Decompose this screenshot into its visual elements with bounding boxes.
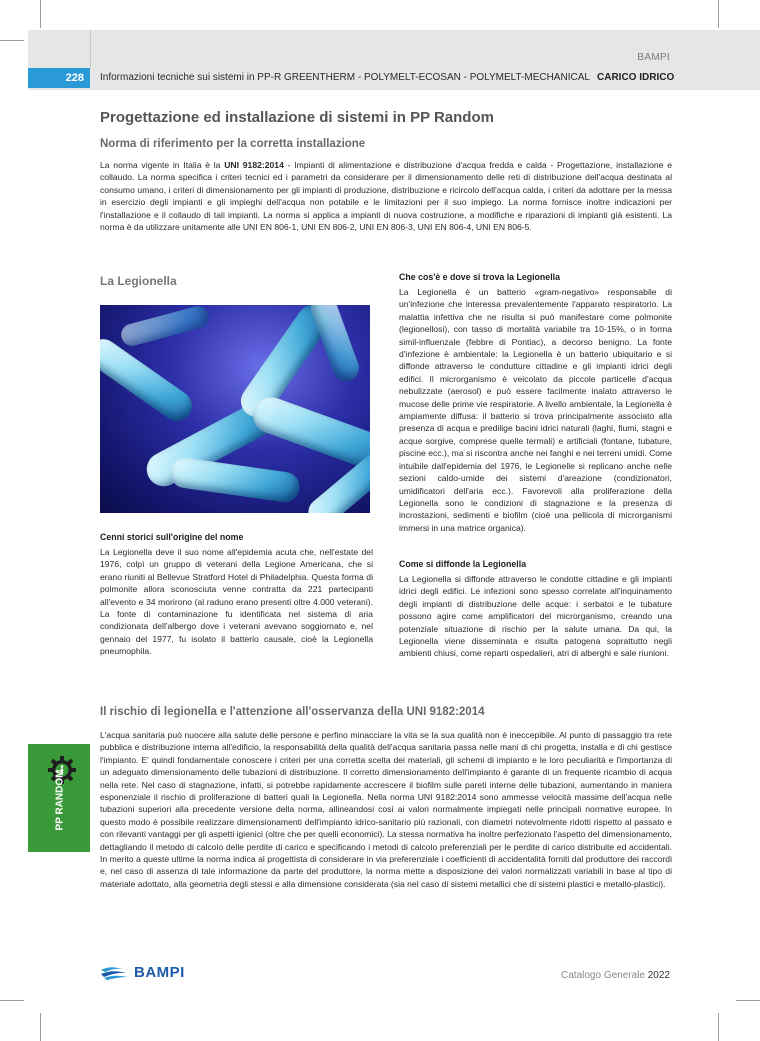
norma-code: UNI 9182:2014: [224, 160, 284, 170]
cenni-heading: Cenni storici sull'origine del nome: [100, 532, 244, 542]
che-paragraph: La Legionella è un batterio «gram-negativo» responsabile di un'infezione che interessa prevalentemente l'apparato respiratorio. La malattia infettiva che ne risulta si può manifestare come polmonite (legionellosi), con tasso di mortalità variabile tra 10-15%, o in forma simil-influenzale (febbre di Pontiac), a decorso benigno. La fonte d'infezione è ambientale: la Legionella è un batterio ubiquitario e si diffonde attraverso le condutture cittadine e gli impianti idrici degli edifici. Il microrganismo è veicolato da piccole particelle d'acqua nebulizzate (aerosol) e può essere facilmente inalato attraverso le mucose delle prime vie respiratorie. A livello ambientale, la Legionella è ampiamente diffusa: il batterio si trova principalmente associato alla presenza di acqua e predilige bacini idrici naturali (laghi, fiumi, stagni e acque sorgive, comprese quelle termali) e artificiali (fontane, tubature, piscine ecc.), ma si riscontra anche nei fanghi e nei terreni umidi. Come intuibile dall'epidemia del 1976, le Legionelle si replicano anche nelle sezioni caldo-umide dei sistemi d'areazione (condizionatori, umidificatori dell'aria ecc.). Favorevoli alla proliferazione della Legionella sono le condizioni di stagnazione e la presenza di incrostazioni, sedimenti e biofilm (cioè una pellicola di microrganismi immersi in una matrice organica).: [399, 287, 672, 533]
bacterium: [100, 333, 198, 426]
header-title: Informazioni tecniche sui sistemi in PP-R GREENTHERM - POLYMELT-ECOSAN - POLYMELT-MECHANICAL: [100, 72, 590, 83]
footer-year: 2022: [647, 970, 670, 981]
bacteria-photo: [100, 305, 370, 513]
bacterium: [119, 305, 212, 348]
crop-mark: [40, 1013, 41, 1041]
cenni-paragraph: La Legionella deve il suo nome all'epidemia acuta che, nell'estate del 1976, colpì un gruppo di veterani della Legione Americana, che si erano riuniti al Bellevue Stratford Hotel di Philadelphia. Questa forma di polmonite allora sconosciuta venne contratta da 221 partecipanti all'evento e 34 morirono (al raduno erano presenti oltre 4.000 veterani). La fonte di contaminazione fu identificata nel sistema di aria condizionata dell'albergo dove i veterani avevano soggiornato e, nel gennaio del 1977, fu isolato il batterio causale, cioè la Legionella pneumophila.: [100, 547, 373, 657]
footer-logo-text: BAMPI: [134, 964, 185, 981]
crop-mark: [736, 1000, 760, 1001]
crop-mark: [0, 40, 24, 41]
come-paragraph: La Legionella si diffonde attraverso le condotte cittadine e gli impianti idrici degli edifici. Le infezioni sono spesso correlate all'inquinamento degli impianti di distribuzione delle acque: i serbatoi e le tubature possono agire come amplificatori del microrganismo, creando una potenziale situazione di rischio per la salute umana. Da qui, la Legionella viene disseminata e risulta patogena soprattutto negli ambienti chiusi, come reparti ospedalieri, atri di alberghi e sale riunioni.: [399, 574, 672, 659]
norma-text-after: - Impianti di alimentazione e distribuzione d'acqua fredda e calda - Progettazione, installazione e collaudo. La norma specifica i criteri tecnici ed i parametri da considerare per il dimensionamento delle reti di distribuzione dell'acqua destinata al consumo umano, i criteri di dimensionamento per gli impianti di produzione, distribuzione e ricircolo dell'acqua calda, i criteri da adottare per la messa in esercizio degli impianti e gli impieghi dell'acqua non potabile e le limitazioni per il suo impiego. La norma fornisce inoltre indicazioni per l'installazione e il collaudo di tali impianti. La norma si applica a impianti di nuova costruzione, a modifiche e riparazioni di impianti già esistenti. La norma è da utilizzare unitamente alle UNI EN 806-1, UNI EN 806-2, UNI EN 806-3, UNI EN 806-4, UNI EN 806-5.: [100, 160, 672, 233]
bacterium: [169, 456, 302, 504]
che-heading: Che cos'è e dove si trova la Legionella: [399, 272, 560, 282]
side-tab-label: PP RANDOM: [54, 769, 66, 831]
footer-catalog: [561, 970, 670, 981]
page-number: 228: [28, 68, 90, 88]
norma-text-before: La norma vigente in Italia è la: [100, 160, 225, 170]
header-divider: [90, 30, 91, 68]
norma-paragraph: [100, 159, 672, 233]
come-heading: Come si diffonde la Legionella: [399, 559, 527, 569]
legionella-title: La Legionella: [100, 274, 177, 288]
header-brand: BAMPI: [637, 52, 670, 63]
rischio-paragraph: L'acqua sanitaria può nuocere alla salute delle persone e perfino minacciare la vita se la sua qualità non è ineccepibile. Al punto di passaggio tra rete pubblica e distribuzione interna all'edificio, la responsabilità della qualità dell'acqua sanitaria passa nelle mani di chi progetta, installa e di chi gestisce l'impianto. E' quindi fondamentale conoscere i criteri per una corretta scelta dei materiali, gli schemi di impianto e le loro peculiarità e l'importanza di un adeguato dimensionamento delle tubazioni di distribuzione. Il corretto dimensionamento dell'impianto è garante di un frequente ricambio di acqua nella rete. Nel caso di stagnazione, infatti, si potrebbe rapidamente accrescere il biofilm sulle pareti interne delle tubazioni, aumentando in maniera esponenziale il rischio di proliferazione di batteri quali la Legionella. Nella norma UNI 9182:2014 sono ammesse velocità massime dell'acqua nelle tubazioni superiori alla precedente versione della norma, allineandosi così ai valori normalmente impiegati nelle principali normative europee. In questo modo è possibile realizzare dimensionamenti dell'impianto idrico-sanitario più razionali, con diametri notevolmente ridotti rispetto al passato e con rilevanti vantaggi per gli aspetti igienici (oltre che per quelli economici). La stessa normativa ha inoltre perfezionato l'aspetto del dimensionamento, dettagliando il metodo di calcolo delle perdite di carico e specificando i metodi di calcolo preferenziali per le perdite di carico distribuite ed accidentali. In merito a queste ultime la norma indica al progettista di considerare in via preferenziale i coefficienti di accidentalità forniti dal produttore dei raccordi e, nel caso di assenza di tale informazione da parte del produttore, la norma mette a disposizione dei valori normalizzati variabili in base al tipo di materiale adottato, alla geometria degli stessi e alla dimensione considerata (sia nel caso di sistemi metallici che di sistemi plastici e metallo-plastici).: [100, 730, 673, 889]
norma-heading: Norma di riferimento per la corretta installazione: [100, 138, 366, 150]
crop-mark: [718, 0, 719, 28]
crop-mark: [0, 1000, 24, 1001]
bampi-logo-icon: [100, 966, 130, 980]
footer-logo: [100, 964, 185, 981]
crop-mark: [718, 1013, 719, 1041]
crop-mark: [40, 0, 41, 28]
header-section: CARICO IDRICO: [597, 72, 675, 83]
rischio-heading: Il rischio di legionella e l'attenzione all'osservanza della UNI 9182:2014: [100, 706, 485, 718]
page-title: Progettazione ed installazione di sistemi in PP Random: [100, 109, 494, 126]
footer-catalog-label: Catalogo Generale: [561, 970, 648, 981]
